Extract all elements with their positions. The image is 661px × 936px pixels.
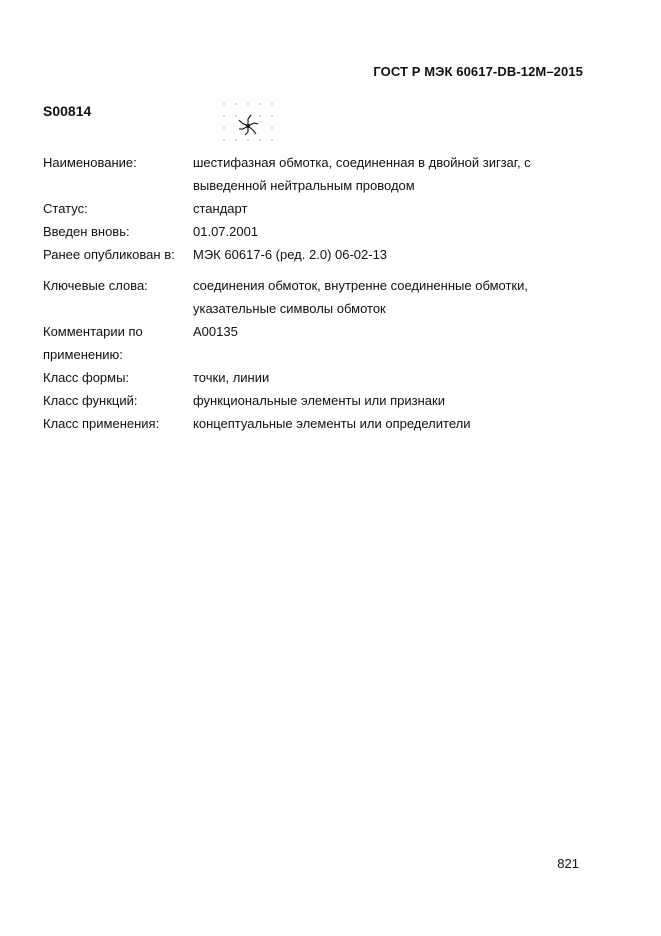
introduced-value: 01.07.2001: [193, 224, 259, 239]
comments-label: [43, 320, 193, 366]
field-comments: [43, 320, 603, 366]
comments-value[interactable]: A00135: [193, 324, 238, 339]
keywords-value-line1: соединения обмоток, внутренне соединенные обмотки,: [193, 278, 528, 293]
field-published: [43, 243, 603, 266]
application-class-label: Класс применения:: [43, 416, 160, 431]
field-function-class: [43, 389, 603, 412]
field-application-class: [43, 412, 603, 435]
name-value: [193, 151, 603, 197]
name-value-line1: шестифазная обмотка, соединенная в двойной зигзаг, с: [193, 155, 531, 170]
neutral-point: [246, 124, 250, 128]
document-code: ГОСТ Р МЭК 60617-DB-12M–2015: [373, 64, 583, 79]
keywords-value-line2: указательные символы обмоток: [193, 301, 386, 316]
keywords-label: Ключевые слова:: [43, 278, 148, 293]
keywords-value: [193, 274, 603, 320]
field-introduced: [43, 220, 603, 243]
status-label: Статус:: [43, 201, 88, 216]
published-value: МЭК 60617-6 (ред. 2.0) 06-02-13: [193, 247, 388, 262]
field-form-class: [43, 366, 603, 389]
symbol-id: S00814: [43, 103, 92, 119]
comments-label-line1: Комментарии по: [43, 324, 143, 339]
status-value: стандарт: [193, 201, 248, 216]
form-class-value: точки, линии: [193, 370, 270, 385]
name-label: Наименование:: [43, 155, 137, 170]
application-class-value: концептуальные элементы или определители: [193, 416, 471, 431]
introduced-label: Введен вновь:: [43, 224, 130, 239]
symbol-fields: [43, 151, 603, 435]
comments-label-line2: применению:: [43, 347, 123, 362]
form-class-label: Класс формы:: [43, 370, 130, 385]
field-name: [43, 151, 603, 197]
published-label: Ранее опубликован в:: [43, 247, 175, 262]
name-value-line2: выведенной нейтральным проводом: [193, 178, 415, 193]
field-keywords: [43, 274, 603, 320]
function-class-value: функциональные элементы или признаки: [193, 393, 445, 408]
field-status: [43, 197, 603, 220]
function-class-label: Класс функций:: [43, 393, 138, 408]
page-number: 821: [557, 856, 579, 871]
six-phase-double-zigzag-winding-icon: [220, 100, 280, 144]
